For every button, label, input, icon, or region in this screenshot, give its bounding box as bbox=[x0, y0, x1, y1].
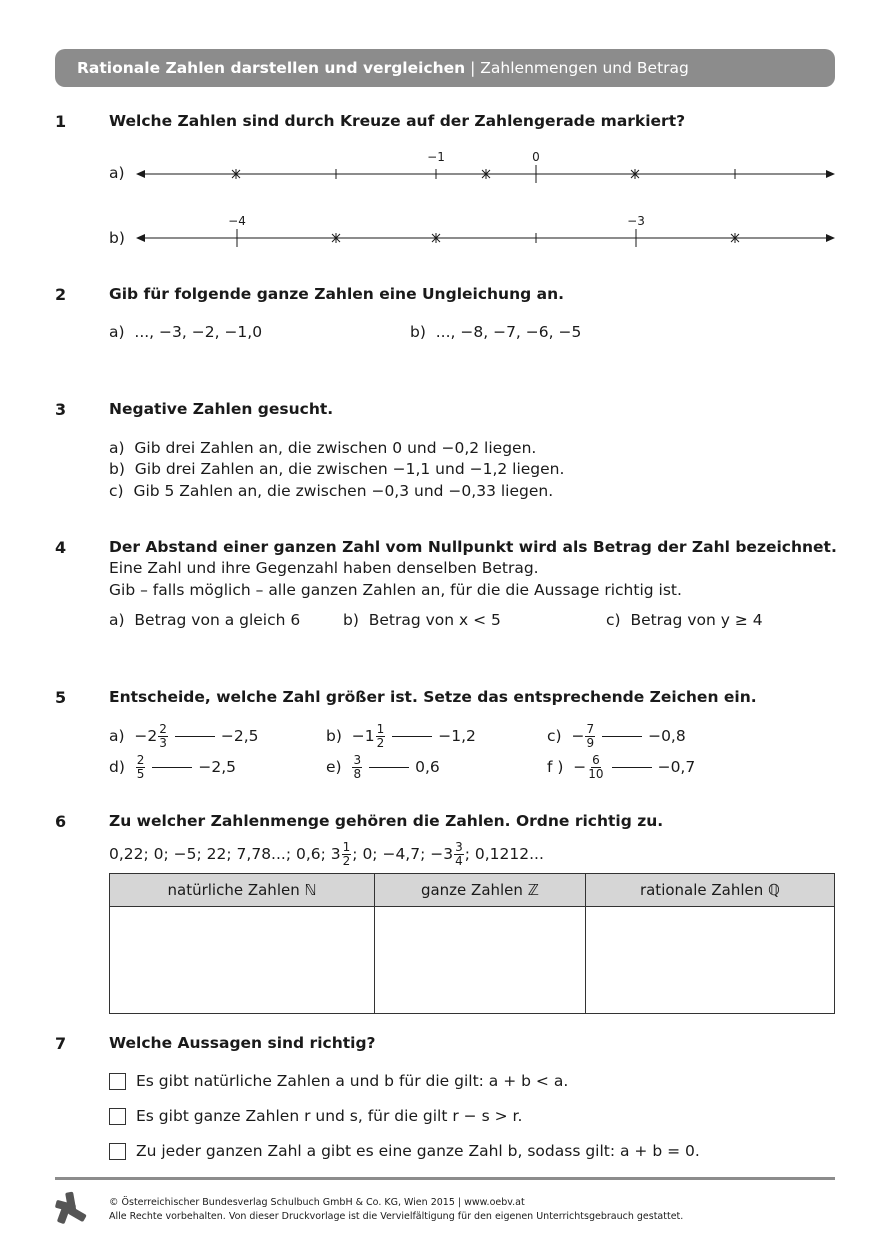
task-5a-right: −2,5 bbox=[220, 727, 259, 745]
task-4-line2: Gib – falls möglich – alle ganzen Zahlen an, für die die Aussage richtig ist. bbox=[109, 581, 682, 599]
cell-rational-numbers[interactable] bbox=[585, 907, 834, 1014]
task-5a-pre: −2 bbox=[134, 727, 158, 745]
task-5d-fraction bbox=[136, 754, 146, 781]
task-5f-blank[interactable] bbox=[612, 767, 652, 768]
cell-integers[interactable] bbox=[375, 907, 586, 1014]
task-6-frac2-num: 3 bbox=[455, 839, 463, 854]
statement-3 bbox=[109, 1142, 700, 1160]
task-3b bbox=[109, 460, 564, 478]
task-7-number: 7 bbox=[55, 1034, 67, 1053]
header-title-normal: Zahlenmengen und Betrag bbox=[480, 59, 689, 77]
task-5f-pre: − bbox=[573, 758, 587, 776]
task-6-list-part3: ; 0,1212... bbox=[464, 845, 544, 863]
task-3b-label: b) bbox=[109, 460, 125, 478]
task-5f-label: f ) bbox=[547, 758, 564, 776]
task-5e-den: 8 bbox=[353, 766, 362, 781]
number-sets-table bbox=[109, 873, 835, 1014]
task-4b bbox=[343, 611, 501, 629]
task-4b-label: b) bbox=[343, 611, 359, 629]
number-line-b bbox=[136, 214, 835, 247]
task-5d-label: d) bbox=[109, 758, 125, 776]
task-5c-num: 7 bbox=[586, 721, 595, 736]
task-5b-num: 1 bbox=[376, 721, 385, 736]
task-2-title: Gib für folgende ganze Zahlen eine Ungleichung an. bbox=[109, 285, 564, 303]
task-7-title: Welche Aussagen sind richtig? bbox=[109, 1034, 376, 1052]
task-4a bbox=[109, 611, 300, 629]
task-4-line1: Eine Zahl und ihre Gegenzahl haben denselben Betrag. bbox=[109, 559, 539, 577]
header-title-bold: Rationale Zahlen darstellen und vergleichen bbox=[77, 59, 466, 77]
statement-1-checkbox[interactable] bbox=[109, 1073, 126, 1090]
task-5b bbox=[326, 720, 476, 752]
task-6-frac1-den: 2 bbox=[342, 853, 351, 868]
task-6-fraction-2 bbox=[454, 841, 464, 868]
task-5e-fraction bbox=[352, 754, 362, 781]
task-5e-num: 3 bbox=[353, 752, 362, 767]
task-5d-num: 2 bbox=[136, 752, 145, 767]
column-rational-numbers: rationale Zahlen ℚ bbox=[585, 874, 834, 907]
tick-label-a-1: −1 bbox=[427, 150, 445, 164]
task-5d-right: −2,5 bbox=[198, 758, 237, 776]
task-5c-pre: − bbox=[571, 727, 585, 745]
task-4c-text: Betrag von y ≥ 4 bbox=[630, 611, 763, 629]
task-3-title: Negative Zahlen gesucht. bbox=[109, 400, 334, 418]
task-5a-den: 3 bbox=[159, 735, 167, 750]
table-row bbox=[110, 907, 835, 1014]
task-5c-label: c) bbox=[547, 727, 562, 745]
task-4a-label: a) bbox=[109, 611, 125, 629]
task-6-number-list bbox=[109, 838, 544, 870]
task-5-number: 5 bbox=[55, 688, 67, 707]
task-4c bbox=[606, 611, 763, 629]
task-6-frac2-den: 4 bbox=[455, 853, 463, 868]
statement-2-text: Es gibt ganze Zahlen r und s, für die gilt r − s > r. bbox=[136, 1107, 523, 1125]
task-3a-label: a) bbox=[109, 439, 125, 457]
footer-copyright: © Österreichischer Bundesverlag Schulbuch GmbH & Co. KG, Wien 2015 | www.oebv.at bbox=[109, 1197, 525, 1208]
task-5d bbox=[109, 751, 236, 783]
task-3c-label: c) bbox=[109, 482, 124, 500]
statement-3-checkbox[interactable] bbox=[109, 1143, 126, 1160]
task-3b-text: Gib drei Zahlen an, die zwischen −1,1 und −1,2 liegen. bbox=[134, 460, 565, 478]
statement-1-text: Es gibt natürliche Zahlen a und b für die gilt: a + b < a. bbox=[136, 1072, 569, 1090]
task-5a bbox=[109, 720, 259, 752]
task-5c-right: −0,8 bbox=[648, 727, 686, 745]
statement-2 bbox=[109, 1107, 522, 1125]
task-6-number: 6 bbox=[55, 812, 67, 831]
task-4-title: Der Abstand einer ganzen Zahl vom Nullpunkt wird als Betrag der Zahl bezeichnet. bbox=[109, 538, 837, 556]
task-1a-label: a) bbox=[109, 164, 125, 182]
task-2a bbox=[109, 323, 262, 341]
task-5b-den: 2 bbox=[376, 735, 385, 750]
task-5c-blank[interactable] bbox=[602, 736, 642, 737]
task-5c-den: 9 bbox=[586, 735, 595, 750]
task-6-fraction-1 bbox=[342, 841, 352, 868]
task-5b-right: −1,2 bbox=[438, 727, 476, 745]
task-2a-label: a) bbox=[109, 323, 125, 341]
task-1-number: 1 bbox=[55, 112, 67, 131]
table-header-row bbox=[110, 874, 835, 907]
task-4a-text: Betrag von a gleich 6 bbox=[134, 611, 301, 629]
task-2b-label: b) bbox=[410, 323, 426, 341]
task-6-list-part1: 0,22; 0; −5; 22; 7,78...; 0,6; 3 bbox=[109, 845, 341, 863]
task-1b-label: b) bbox=[109, 229, 125, 247]
statement-3-text: Zu jeder ganzen Zahl a gibt es eine ganze Zahl b, sodass gilt: a + b = 0. bbox=[136, 1142, 700, 1160]
task-5f-right: −0,7 bbox=[657, 758, 696, 776]
cell-natural-numbers[interactable] bbox=[110, 907, 375, 1014]
task-5a-blank[interactable] bbox=[175, 736, 215, 737]
task-2-number: 2 bbox=[55, 285, 67, 304]
publisher-logo-icon bbox=[54, 1191, 90, 1227]
footer-divider bbox=[55, 1177, 835, 1180]
task-4-number: 4 bbox=[55, 538, 67, 557]
task-1-title: Welche Zahlen sind durch Kreuze auf der Zahlengerade markiert? bbox=[109, 112, 686, 130]
task-6-list-part2: ; 0; −4,7; −3 bbox=[352, 845, 454, 863]
header-separator: | bbox=[465, 59, 481, 77]
task-5b-pre: −1 bbox=[351, 727, 375, 745]
task-5d-blank[interactable] bbox=[152, 767, 192, 768]
task-4c-label: c) bbox=[606, 611, 621, 629]
task-5f-den: 10 bbox=[588, 766, 604, 781]
task-6-title: Zu welcher Zahlenmenge gehören die Zahlen. Ordne richtig zu. bbox=[109, 812, 664, 830]
task-4b-text: Betrag von x < 5 bbox=[368, 611, 501, 629]
task-5d-den: 5 bbox=[136, 766, 145, 781]
task-5b-label: b) bbox=[326, 727, 342, 745]
task-5f-fraction bbox=[587, 754, 604, 781]
task-5c bbox=[547, 720, 686, 752]
task-2a-text: ..., −3, −2, −1,0 bbox=[134, 323, 263, 341]
task-5e bbox=[326, 751, 440, 783]
task-3a-text: Gib drei Zahlen an, die zwischen 0 und −0,2 liegen. bbox=[134, 439, 537, 457]
column-natural-numbers: natürliche Zahlen ℕ bbox=[110, 874, 375, 907]
tick-label-b-1: −4 bbox=[228, 214, 246, 228]
task-3a bbox=[109, 439, 536, 457]
task-5a-num: 2 bbox=[159, 721, 167, 736]
task-2b-text: ..., −8, −7, −6, −5 bbox=[435, 323, 582, 341]
task-5-title: Entscheide, welche Zahl größer ist. Setze das entsprechende Zeichen ein. bbox=[109, 688, 757, 706]
task-5b-blank[interactable] bbox=[392, 736, 432, 737]
task-5b-fraction bbox=[376, 723, 386, 750]
number-lines bbox=[0, 140, 890, 260]
footer-rights: Alle Rechte vorbehalten. Von dieser Druckvorlage ist die Vervielfältigung für den eigenen Unterrichtsgebrauch gestattet. bbox=[109, 1211, 684, 1222]
task-5e-blank[interactable] bbox=[369, 767, 409, 768]
task-5a-fraction bbox=[158, 723, 168, 750]
statement-1 bbox=[109, 1072, 568, 1090]
task-2b bbox=[410, 323, 581, 341]
task-3-number: 3 bbox=[55, 400, 67, 419]
task-5f bbox=[547, 751, 695, 783]
task-5e-label: e) bbox=[326, 758, 342, 776]
task-5a-label: a) bbox=[109, 727, 125, 745]
task-5c-fraction bbox=[585, 723, 595, 750]
task-3c bbox=[109, 482, 553, 500]
statement-2-checkbox[interactable] bbox=[109, 1108, 126, 1125]
page-header bbox=[55, 49, 835, 87]
tick-label-b-2: −3 bbox=[627, 214, 645, 228]
task-5e-right: 0,6 bbox=[415, 758, 440, 776]
task-6-frac1-num: 1 bbox=[342, 839, 351, 854]
task-5f-num: 6 bbox=[592, 752, 600, 767]
tick-label-a-2: 0 bbox=[532, 150, 540, 164]
task-3c-text: Gib 5 Zahlen an, die zwischen −0,3 und −0,33 liegen. bbox=[133, 482, 554, 500]
number-line-a bbox=[136, 150, 835, 183]
column-integers: ganze Zahlen ℤ bbox=[375, 874, 586, 907]
